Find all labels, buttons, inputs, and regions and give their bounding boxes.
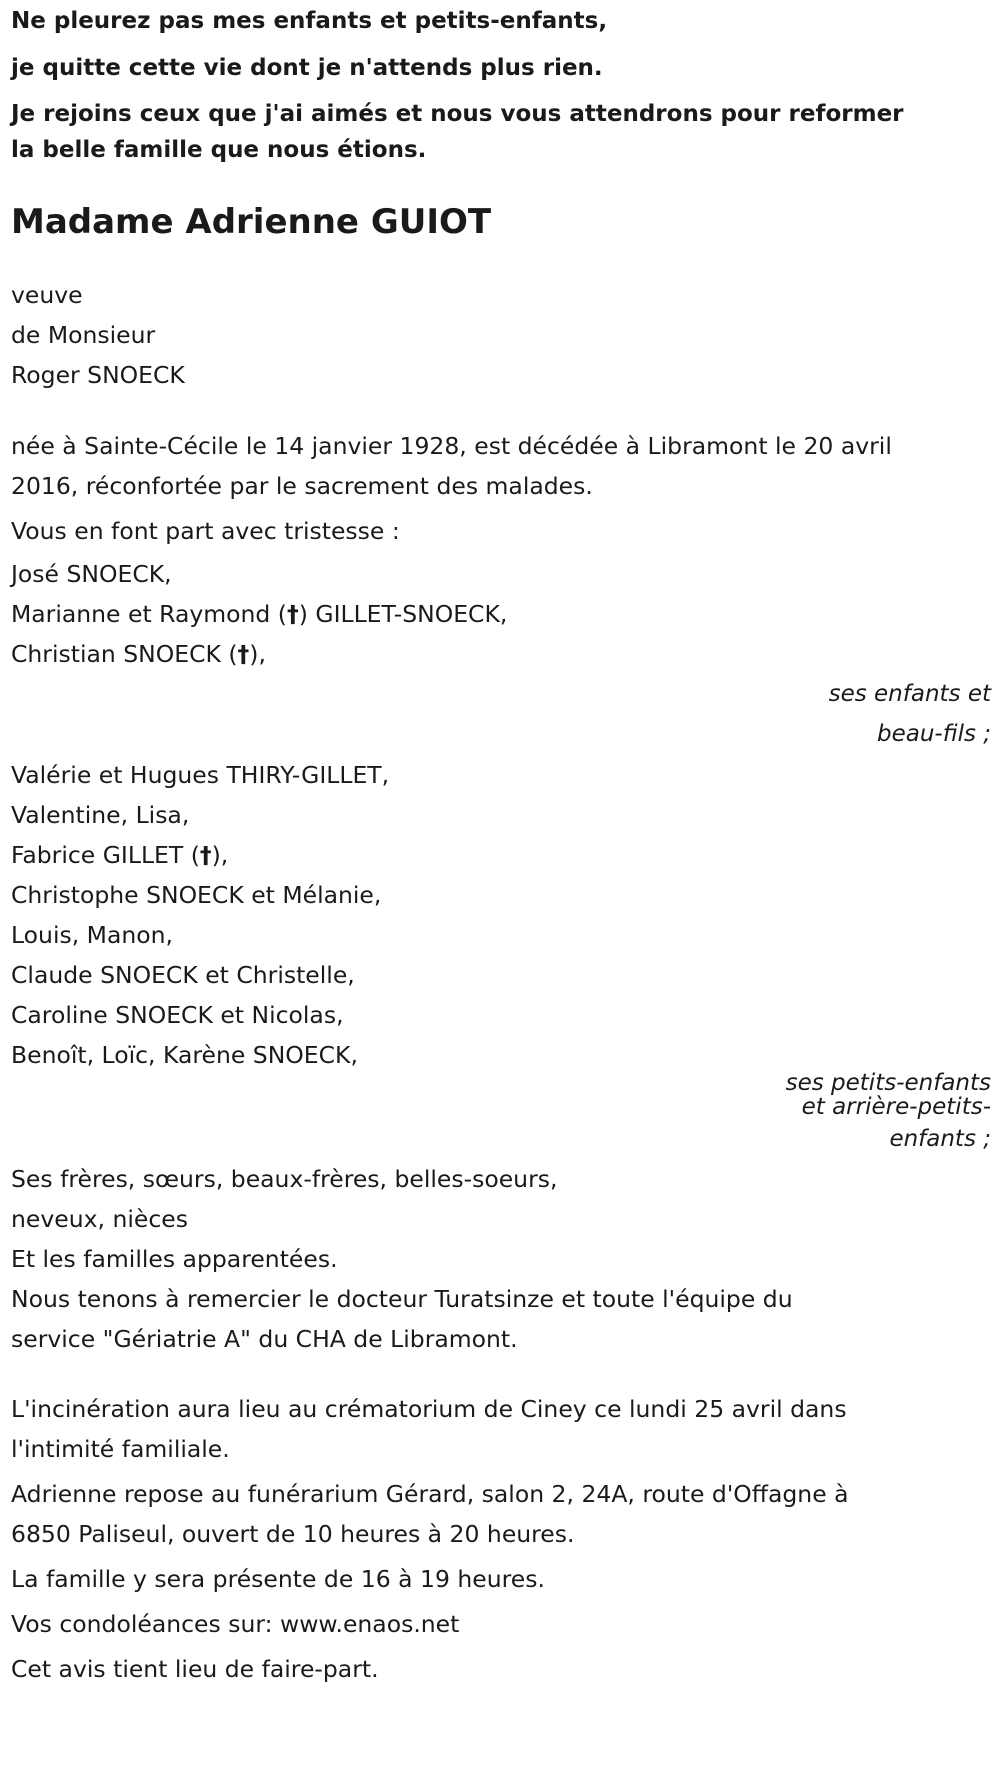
grandchild-line-3-end: ), [211, 841, 229, 869]
obituary-page [11, 0, 991, 1689]
child-line-3-name: Christian SNOECK ( [11, 640, 238, 668]
grandchildren-role [11, 1071, 991, 1119]
family-line-3: Et les familles apparentées. [11, 1245, 338, 1273]
cross-icon: † [199, 841, 212, 869]
grandchildren-role-line-3: enfants ; [889, 1126, 991, 1152]
grandchild-line-6: Claude SNOECK et Christelle, [11, 961, 355, 989]
grandchild-line-3 [11, 835, 991, 875]
grandchildren-role-line-1: ses petits-enfants [785, 1070, 991, 1096]
condolences-text: Vos condoléances sur: www.enaos.net [11, 1610, 460, 1638]
spouse-line-2: de Monsieur [11, 321, 156, 349]
rest-line-1: Adrienne repose au funérarium Gérard, salon 2, 24A, route d'Offagne à [11, 1480, 849, 1508]
grandchild-line-8: Benoît, Loïc, Karène SNOECK, [11, 1041, 358, 1069]
grandchildren-role-end [11, 1119, 991, 1159]
cross-icon: † [286, 600, 299, 628]
rest-line-2: 6850 Paliseul, ouvert de 10 heures à 20 heures. [11, 1520, 575, 1548]
family-line-4: Nous tenons à remercier le docteur Turatsinze et toute l'équipe du [11, 1285, 793, 1313]
grandchild-line-3-name: Fabrice GILLET ( [11, 841, 200, 869]
child-line-2-name: Marianne et Raymond ( [11, 600, 287, 628]
cross-icon: † [237, 640, 250, 668]
ceremony-block [11, 1389, 991, 1469]
ceremony-line-2: l'intimité familiale. [11, 1435, 230, 1463]
child-line-2 [11, 594, 991, 634]
grandchild-line-4: Christophe SNOECK et Mélanie, [11, 881, 382, 909]
spouse-line-1: veuve [11, 281, 83, 309]
poem-line-3: Je rejoins ceux que j'ai aimés et nous vous attendrons pour reformer [11, 101, 904, 127]
spouse-line-3: Roger SNOECK [11, 361, 185, 389]
ceremony-line-1: L'incinération aura lieu au crématorium de Ciney ce lundi 25 avril dans [11, 1395, 847, 1423]
poem [11, 2, 991, 168]
grandchild-line-7: Caroline SNOECK et Nicolas, [11, 1001, 344, 1029]
children-role [11, 674, 991, 754]
rest-block [11, 1474, 991, 1554]
family-line-5: service "Gériatrie A" du CHA de Libramont. [11, 1325, 518, 1353]
notice-text: Cet avis tient lieu de faire-part. [11, 1655, 379, 1683]
child-line-3 [11, 634, 991, 674]
children-role-line-2: beau-fils ; [876, 721, 991, 747]
birth-death-line-2: 2016, réconfortée par le sacrement des malades. [11, 472, 593, 500]
children-role-line-1: ses enfants et [828, 681, 991, 707]
poem-line-1: Ne pleurez pas mes enfants et petits-enfants, [11, 8, 608, 34]
presence-text: La famille y sera présente de 16 à 19 heures. [11, 1565, 545, 1593]
family-line-1: Ses frères, sœurs, beaux-frères, belles-soeurs, [11, 1165, 558, 1193]
birth-death-block [11, 426, 991, 506]
family-line-2: neveux, nièces [11, 1205, 188, 1233]
grandchildren-role-line-2: et arrière-petits- [801, 1094, 991, 1120]
child-line-2-surname: ) GILLET-SNOECK, [298, 600, 508, 628]
child-line-1: José SNOECK, [11, 560, 172, 588]
child-line-3-end: ), [249, 640, 266, 668]
birth-death-line-1: née à Sainte-Cécile le 14 janvier 1928, est décédée à Libramont le 20 avril [11, 432, 892, 460]
poem-line-4: la belle famille que nous étions. [11, 137, 427, 163]
poem-line-2: je quitte cette vie dont je n'attends plus rien. [11, 55, 603, 81]
grandchild-line-2: Valentine, Lisa, [11, 801, 190, 829]
spouse-block [11, 275, 991, 395]
family-block [11, 1159, 991, 1359]
deceased-name: Madame Adrienne GUIOT [11, 202, 492, 242]
obituary-body [11, 275, 991, 1689]
children-block [11, 554, 991, 754]
grandchild-line-5: Louis, Manon, [11, 921, 173, 949]
grandchildren-block [11, 755, 991, 1159]
announce-text: Vous en font part avec tristesse : [11, 517, 400, 545]
grandchild-line-1: Valérie et Hugues THIRY-GILLET, [11, 761, 390, 789]
